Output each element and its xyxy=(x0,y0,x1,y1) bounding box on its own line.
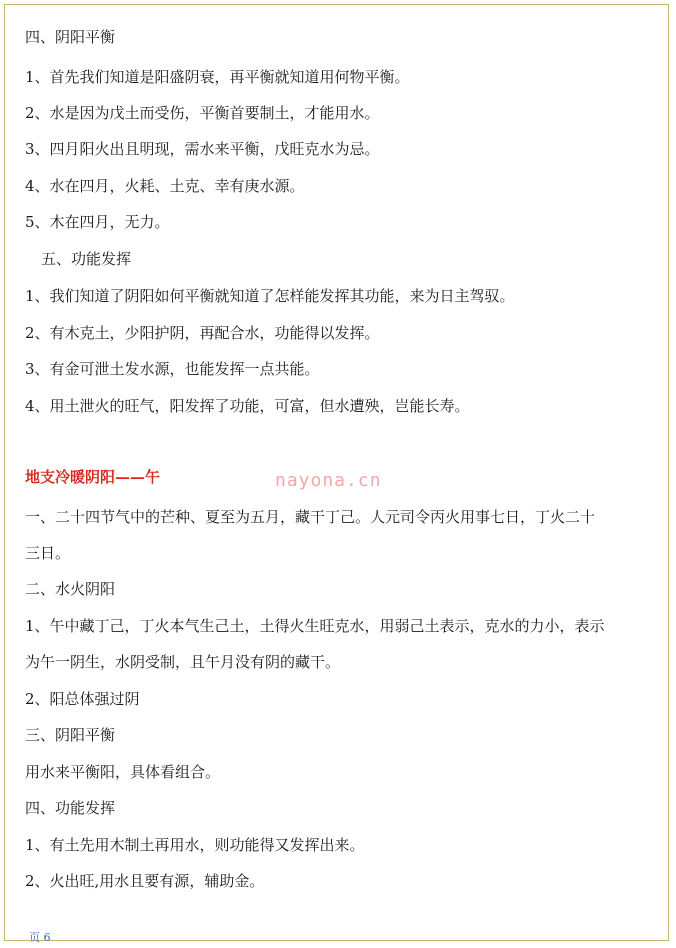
paragraph: 2、水是因为戊土而受伤，平衡首要制土，才能用水。 xyxy=(25,104,380,122)
section-heading: 三、阴阳平衡 xyxy=(25,726,116,744)
paragraph-continuation: 三日。 xyxy=(25,544,71,562)
paragraph: 5、木在四月，无力。 xyxy=(25,213,170,231)
paragraph: 4、水在四月，火耗、土克、幸有庚水源。 xyxy=(25,177,305,195)
paragraph: 2、火出旺,用水且要有源，辅助金。 xyxy=(25,872,265,890)
paragraph: 3、有金可泄土发水源，也能发挥一点共能。 xyxy=(25,360,320,378)
paragraph: 用水来平衡阳，具体看组合。 xyxy=(25,763,221,781)
paragraph: 1、午中藏丁己，丁火本气生己土，土得火生旺克水，用弱己土表示，克水的力小，表示 xyxy=(25,617,605,635)
chapter-title: 地支冷暖阴阳——午 xyxy=(25,468,161,486)
paragraph: 2、有木克土，少阳护阴，再配合水，功能得以发挥。 xyxy=(25,324,380,342)
watermark: nayona.cn xyxy=(275,470,382,491)
paragraph: 1、首先我们知道是阳盛阴衰，再平衡就知道用何物平衡。 xyxy=(25,68,410,86)
paragraph: 3、四月阳火出且明现，需水来平衡，戊旺克水为忌。 xyxy=(25,140,380,158)
paragraph: 1、我们知道了阴阳如何平衡就知道了怎样能发挥其功能，来为日主驾驭。 xyxy=(25,287,515,305)
page-number: 页 6 xyxy=(29,931,51,944)
paragraph: 4、用土泄火的旺气，阳发挥了功能，可富，但水遭殃，岂能长寿。 xyxy=(25,397,470,415)
document-page xyxy=(4,4,669,944)
section-heading: 四、阴阳平衡 xyxy=(25,28,116,46)
paragraph: 一、二十四节气中的芒种、夏至为五月，藏干丁己。人元司令丙火用事七日，丁火二十 xyxy=(25,508,596,526)
paragraph-continuation: 为午一阴生，水阴受制，且午月没有阴的藏干。 xyxy=(25,653,341,671)
paragraph: 1、有土先用木制土再用水，则功能得又发挥出来。 xyxy=(25,836,365,854)
section-heading: 五、功能发挥 xyxy=(41,250,132,268)
section-heading: 二、水火阴阳 xyxy=(25,580,116,598)
paragraph: 2、阳总体强过阴 xyxy=(25,690,140,708)
section-heading: 四、功能发挥 xyxy=(25,799,116,817)
